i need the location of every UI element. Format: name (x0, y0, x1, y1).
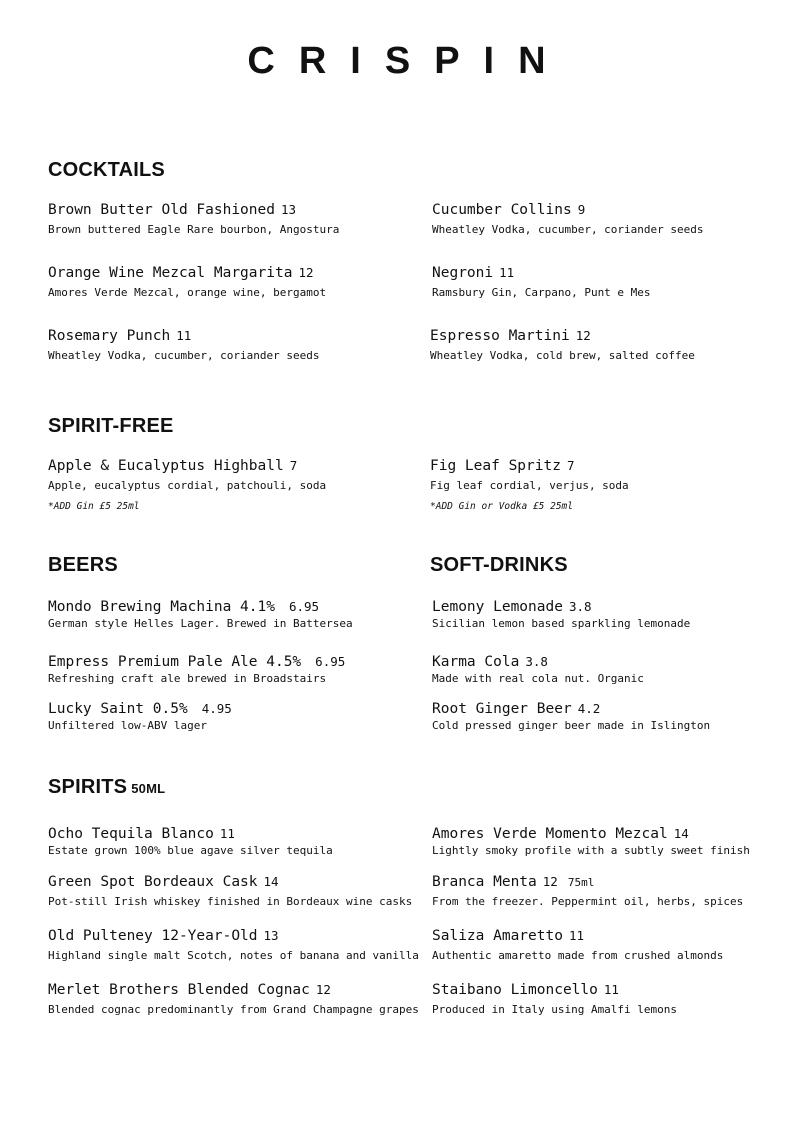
section-heading-spirit-free: SPIRIT-FREE (48, 415, 174, 437)
item-price: 7 (566, 458, 575, 473)
menu-item (430, 325, 790, 362)
item-price: 12 (542, 874, 558, 889)
item-name: Negroni (432, 265, 494, 281)
item-name: Karma Cola (432, 654, 520, 670)
item-description: Produced in Italy using Amalfi lemons (432, 1003, 678, 1016)
menu-item (432, 651, 792, 685)
item-name: Old Pulteney 12-Year-Old (48, 928, 258, 944)
section-heading-soft-drinks: SOFT-DRINKS (430, 554, 568, 576)
item-description: Sicilian lemon based sparkling lemonade (432, 617, 691, 630)
item-price: 14 (673, 826, 689, 841)
menu-item (48, 325, 408, 362)
menu-item (430, 455, 790, 512)
section-heading-beers: BEERS (48, 554, 118, 576)
section-heading-spirits (48, 776, 165, 799)
item-description: Amores Verde Mezcal, orange wine, bergamot (48, 286, 327, 299)
menu-item (432, 262, 792, 299)
section-title: SPIRITS (48, 776, 128, 798)
item-name: Staibano Limoncello (432, 982, 598, 998)
item-name: Apple & Eucalyptus Highball (48, 458, 284, 474)
item-price: 9 (577, 202, 586, 217)
menu-item (432, 823, 792, 857)
item-note: *ADD Gin £5 25ml (48, 501, 140, 512)
item-description: German style Helles Lager. Brewed in Battersea (48, 617, 353, 630)
item-description: Brown buttered Eagle Rare bourbon, Angostura (48, 223, 340, 236)
item-price: 6.95 (288, 599, 320, 614)
item-price: 11 (219, 826, 235, 841)
menu-item (432, 979, 792, 1016)
menu-item (48, 698, 408, 732)
item-name: Lucky Saint 0.5% (48, 701, 188, 717)
item-price: 4.95 (201, 701, 232, 716)
item-price: 13 (263, 928, 279, 943)
item-price: 12 (298, 265, 314, 280)
menu-item (48, 199, 408, 236)
item-price: 11 (603, 982, 619, 997)
item-note: *ADD Gin or Vodka £5 25ml (430, 501, 573, 512)
item-description: Pot-still Irish whiskey finished in Bordeaux wine casks (48, 895, 413, 908)
item-description: Wheatley Vodka, cucumber, coriander seeds (48, 349, 320, 362)
item-price: 3.8 (568, 599, 592, 614)
menu-item (48, 455, 408, 512)
item-name: Branca Menta (432, 874, 537, 890)
item-name: Cucumber Collins (432, 202, 572, 218)
item-name: Saliza Amaretto (432, 928, 563, 944)
item-name: Amores Verde Momento Mezcal (432, 826, 668, 842)
item-price: 7 (289, 458, 298, 473)
item-price: 13 (280, 202, 297, 217)
item-price: 11 (499, 265, 515, 280)
item-description: Cold pressed ginger beer made in Islington (432, 719, 711, 732)
item-price: 11 (176, 328, 192, 343)
item-description: Ramsbury Gin, Carpano, Punt e Mes (432, 286, 651, 299)
section-subtitle: 50ML (131, 781, 166, 796)
item-description: From the freezer. Peppermint oil, herbs, spices (432, 895, 744, 908)
menu-item (432, 199, 792, 236)
item-name: Rosemary Punch (48, 328, 171, 344)
item-description: Estate grown 100% blue agave silver tequila (48, 844, 333, 857)
item-description: Wheatley Vodka, cold brew, salted coffee (430, 349, 695, 362)
item-name: Root Ginger Beer (432, 701, 572, 717)
item-name: Espresso Martini (430, 328, 570, 344)
item-description: Made with real cola nut. Organic (432, 672, 644, 685)
menu-item (432, 871, 792, 908)
item-name: Fig Leaf Spritz (430, 458, 561, 474)
item-name: Green Spot Bordeaux Cask (48, 874, 258, 890)
menu-item (48, 262, 408, 299)
item-price: 11 (568, 928, 585, 943)
item-description: Wheatley Vodka, cucumber, coriander seeds (432, 223, 704, 236)
menu-item (48, 823, 408, 857)
menu-item (48, 871, 413, 908)
menu-item (48, 596, 408, 630)
item-serving-size: 75ml (567, 876, 595, 889)
menu-item (48, 979, 419, 1016)
item-name: Brown Butter Old Fashioned (48, 202, 275, 218)
item-name: Merlet Brothers Blended Cognac (48, 982, 310, 998)
menu-item (432, 925, 792, 962)
item-name: Orange Wine Mezcal Margarita (48, 265, 293, 281)
item-description: Refreshing craft ale brewed in Broadstairs (48, 672, 327, 685)
item-price: 6.95 (315, 654, 346, 669)
item-price: 12 (315, 982, 331, 997)
item-price: 4.2 (577, 701, 601, 716)
item-name: Ocho Tequila Blanco (48, 826, 214, 842)
item-name: Lemony Lemonade (432, 599, 563, 615)
item-price: 14 (263, 874, 279, 889)
item-description: Fig leaf cordial, verjus, soda (430, 479, 629, 492)
menu-item (48, 925, 419, 962)
item-name: Mondo Brewing Machina 4.1% (48, 599, 275, 615)
menu-item (432, 698, 792, 732)
item-price: 3.8 (525, 654, 548, 669)
item-description: Authentic amaretto made from crushed almonds (432, 949, 724, 962)
item-description: Blended cognac predominantly from Grand Champagne grapes (48, 1003, 419, 1016)
section-heading-cocktails: COCKTAILS (48, 159, 165, 181)
item-description: Lightly smoky profile with a subtly sweet finish (432, 844, 750, 857)
item-description: Unfiltered low-ABV lager (48, 719, 207, 732)
item-price: 12 (575, 328, 591, 343)
item-description: Highland single malt Scotch, notes of banana and vanilla (48, 949, 419, 962)
menu-item (48, 651, 408, 685)
menu-item (432, 596, 792, 630)
item-description: Apple, eucalyptus cordial, patchouli, soda (48, 479, 327, 492)
brand-logo: CRISPIN (247, 40, 570, 82)
item-name: Empress Premium Pale Ale 4.5% (48, 654, 302, 670)
